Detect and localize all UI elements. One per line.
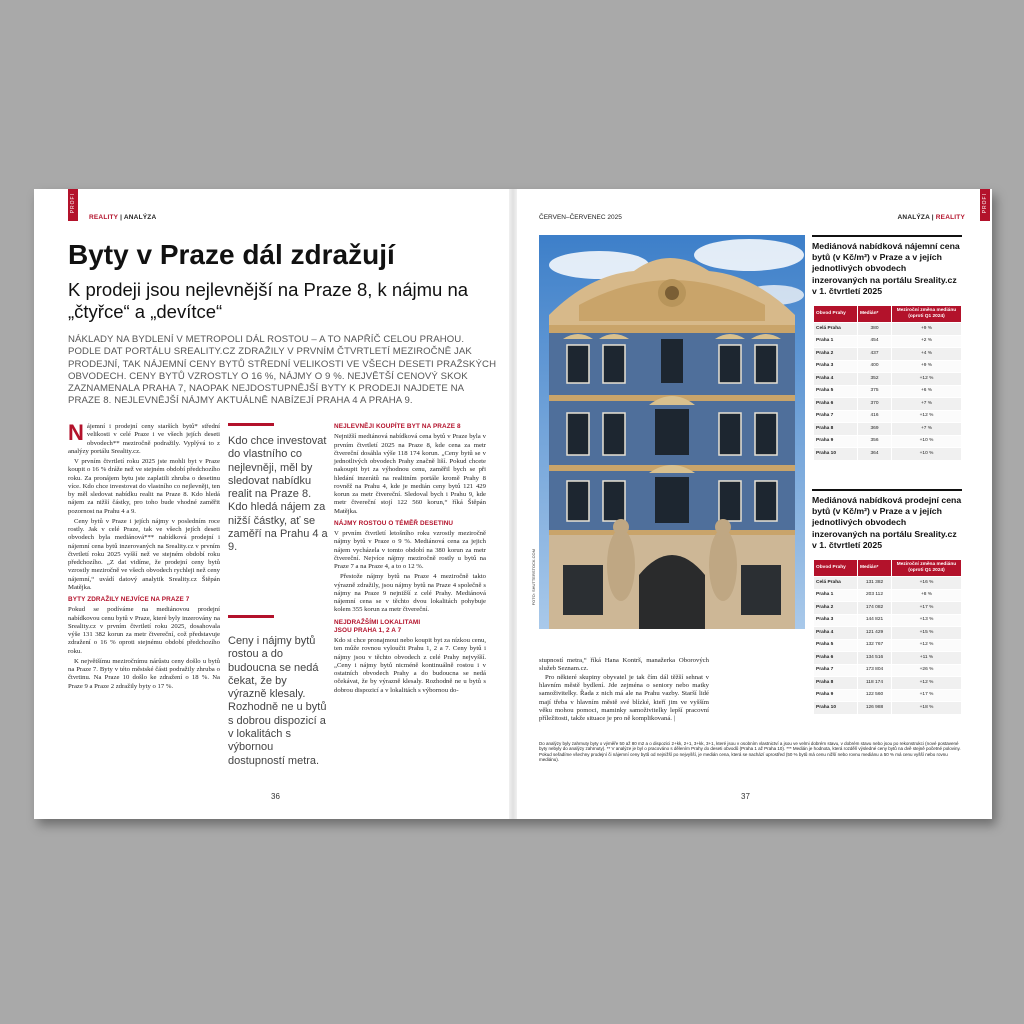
paragraph: Nejnižší mediánová nabídková cena bytů v Praze byla v prvním čtvrtletí 2025 na Praze 8, kde cena za metr čtvereční dosáhla výše 118 174 korun. „Ceny bytů se v jednotlivých obvodech Prahy značně liší. Pokud chcete nakoupit byt za výhodnou cenu, zaměřil bych se při hledání inzerátů na realitním portále kromě Prahy 8 rovněž na Prahu 4, kde je medián ceny bytů 121 429 korun za metr čtvereční. Sledoval bych i Prahu 9, kde metr čtvereční stojí 122 560 korun,“ říká Štěpán Matějka. [334,433,486,515]
median-cell: 144 821 [858,614,892,627]
district-cell: Praha 4 [814,627,858,640]
table-row [814,423,962,436]
median-cell: 174 082 [858,602,892,615]
section-heading: NEJLEVNĚJI KOUPÍTE BYT NA PRAZE 8 [334,423,461,430]
change-cell: +15 % [892,627,962,640]
change-cell: +17 % [892,602,962,615]
pull-quote-rule [228,423,274,426]
change-cell: +2 % [892,335,962,348]
median-cell: 364 [858,448,892,461]
table-row [814,448,962,461]
district-cell: Praha 3 [814,614,858,627]
change-cell: +12 % [892,677,962,690]
table-row [814,627,962,640]
table-row [814,614,962,627]
rubric-separator: | [929,214,936,221]
section-heading: JSOU PRAHA 1, 2 A 7 [334,626,402,634]
paragraph: Přestože nájmy bytů na Praze 4 meziročně takto výrazně zdražily, jsou nájmy bytů na Praze 4 společně s nájmy na Praze 9 nejnižší z celé Prahy. Mediánová nájemní cena se v těchto dvou lokalitách pohybuje kolem 355 korun za metr čtvereční. [334,573,486,614]
drop-cap: N [68,420,84,445]
table-header: Medián* [858,306,892,323]
district-cell: Praha 1 [814,589,858,602]
median-cell: 173 804 [858,664,892,677]
change-cell: +18 % [892,702,962,715]
table-header: Medián* [858,560,892,577]
table-row [814,373,962,386]
median-cell: 370 [858,398,892,411]
district-cell: Praha 5 [814,385,858,398]
median-cell: 118 174 [858,677,892,690]
district-cell: Praha 8 [814,423,858,436]
paragraph: Kdo si chce pronajmout nebo koupit byt za nízkou cenu, ten může rovnou vyloučit Prahu 1, 2 a 7. Ceny bytů i nájmy jsou v těchto obvodech z celé Prahy nejvyšší. „Ceny i nájmy bytů nicméně kontinuálně rostou i v ostatních obvodech Prahy a do budoucna se nedá očekávat, že by výrazně klesaly. Rozhodně ne u bytů s dobrou dispozicí a v lokalitách s výbornou do- [334,637,486,694]
district-cell: Celá Praha [814,323,858,336]
median-cell: 203 112 [858,589,892,602]
table-row [814,689,962,702]
issue-date: ČERVEN–ČERVENEC 2025 [539,214,622,221]
district-cell: Celá Praha [814,577,858,590]
table-row [814,652,962,665]
paragraph: K největšímu meziročnímu nárůstu ceny došlo u bytů na Praze 7. Byty v této městské části podražily zhruba o čtvrtinu. Na Praze 10 došlo ke zdražení o 18 %. Na Praze 9 a Praze 2 zdražily byty o 17 %. [68,657,220,690]
rubric-section: REALITY [89,214,119,221]
district-cell: Praha 3 [814,360,858,373]
paragraph: Ceny bytů v Praze i jejích nájmy v posledním roce rostly. Jak v celé Praze, tak ve všech jejích deseti obvodech byla mediánová*** nabídková prodejní i nájemní cena bytů inzerovaných na Sreality.cz v prvním čtvrtletí roku 2025 vyšší než ve stejném období roku předchozího. „Z dat vidíme, že prodejní ceny bytů vzrostly meziročně ve všech obvodech rychleji než ceny nájemní,“ uvádí datový analytik Sreality.cz Štěpán Matějka. [68,517,220,591]
sale-table-title: Mediánová nabídková prodejní cena bytů (v Kč/m²) v Praze a v jejích jednotlivých obvodech inzerovaných na portálu Sreality.cz v 1. čtvrtletí 2025 [812,495,962,550]
median-cell: 380 [858,323,892,336]
change-cell: +9 % [892,323,962,336]
median-cell: 134 516 [858,652,892,665]
table-header: Obvod Prahy [814,560,858,577]
change-cell: +10 % [892,435,962,448]
table-rule [812,489,962,491]
table-header-row [814,306,962,323]
subheadline: K prodeji jsou nejlevnější na Praze 8, k nájmu na „čtyřce“ a „devítce“ [68,279,469,322]
median-cell: 416 [858,410,892,423]
section-heading: BYTY ZDRAŽILY NEJVÍCE NA PRAZE 7 [68,596,190,603]
median-cell: 369 [858,423,892,436]
district-cell: Praha 4 [814,373,858,386]
section-tab [68,189,78,221]
change-cell: +12 % [892,410,962,423]
district-cell: Praha 1 [814,335,858,348]
change-cell: +4 % [892,348,962,361]
paragraph: V prvním čtvrtletí roku 2025 jste mohli byt v Praze koupit o 16 % dráže než ve stejném období předchozího roku. Za pronájem bytu jste zaplatili zhruba o desetinu více. Kdo chce investovat do vlastního co nejlevněji, ten by měl sledovat nabídku realit na Praze 8. Kdo hledá nájem za nižší částky, pro toho bude vhodné zaměřit pozornost na Prahu 4 a 9. [68,458,220,515]
district-cell: Praha 2 [814,602,858,615]
district-cell: Praha 2 [814,348,858,361]
table-header: Meziroční změna mediánu (oproti Q1 2024) [892,306,962,323]
change-cell: +11 % [892,652,962,665]
rubric-section: REALITY [935,214,965,221]
sale-table [813,559,962,715]
district-cell: Praha 7 [814,410,858,423]
median-cell: 131 382 [858,577,892,590]
pull-quote: Ceny i nájmy bytů rostou a do budoucna se nedá čekat, že by výrazně klesaly. Rozhodně ne u bytů s dobrou dispozicí a v lokalitách s výbornou dostupností metra. [228,635,327,767]
table-row [814,639,962,652]
page-number: 37 [741,792,750,801]
change-cell: +6 % [892,385,962,398]
table-row [814,677,962,690]
headline: Byty v Praze dál zdražují [68,239,395,270]
district-cell: Praha 7 [814,664,858,677]
section-tab-label: PROFI [982,193,988,214]
table-row [814,348,962,361]
table-row [814,323,962,336]
table-row [814,602,962,615]
district-cell: Praha 5 [814,639,858,652]
table-row [814,360,962,373]
rubric-separator: | [118,214,124,221]
left-page [34,189,513,819]
table-row [814,589,962,602]
change-cell: +10 % [892,448,962,461]
pull-quote-rule [228,615,274,618]
median-cell: 437 [858,348,892,361]
median-cell: 122 560 [858,689,892,702]
section-heading: NEJDRAŽŠÍMI LOKALITAMI [334,618,421,626]
change-cell: +9 % [892,360,962,373]
table-row [814,577,962,590]
district-cell: Praha 6 [814,398,858,411]
table-row [814,410,962,423]
median-cell: 121 429 [858,627,892,640]
change-cell: +26 % [892,664,962,677]
table-row [814,385,962,398]
paragraph: stupností metra,“ říká Hana Kontrš, manažerka Oborových služeb Seznam.cz. [539,657,709,673]
change-cell: +8 % [892,589,962,602]
rent-table [813,305,962,461]
paragraph: Pro některé skupiny obyvatel je tak čím dál těžší sehnat v hlavním městě bydlení. Jde zejména o seniory nebo matky samoživitelky. Řada z nich má ale na Prahu vazby. Starší lidé mají třeba v hlavním městě své blízké, kteří jim ve vyšším věku mohou pomoci, maminky samoživitelky lepší pracovní příležitosti, takže situace je pro ně komplikovaná. | [539,673,709,723]
table-row [814,702,962,715]
district-cell: Praha 9 [814,435,858,448]
table-header-row [814,560,962,577]
median-cell: 132 767 [858,639,892,652]
section-tab-label: PROFI [70,193,76,214]
section-heading: NÁJMY ROSTOU O TÉMĚŘ DESETINU [334,519,454,527]
paragraph [68,420,220,456]
paragraph-text: ájemní i prodejní ceny starších bytů* střední velikosti v celé Praze i ve všech jejích deseti obvodech** meziročně podražily. Vyplývá to z analýzy portálu Sreality.cz. [68,423,220,455]
article-column-1 [68,420,220,691]
change-cell: +17 % [892,689,962,702]
art-nouveau-building-illustration [539,235,805,629]
lead-paragraph: NÁKLADY NA BYDLENÍ V METROPOLI DÁL ROSTOU – A TO NAPŘÍČ CELOU PRAHOU. PODLE DAT PORTÁLU SREALITY.CZ ZDRAŽILY V PRVNÍM ČTVRTLETÍ MEZIROČNĚ JAK PRODEJNÍ, TAK NÁJEMNÍ CENY BYTŮ STŘEDNÍ VELIKOSTI VE VŠECH DESETI PRAŽSKÝCH OBVODECH. CENY BYTŮ VZROSTLY O 16 %, NÁJMY O 9 %. NEJVĚTŠÍ CENOVÝ SKOK ZAZNAMENALA PRAHA 7, NAOPAK NEJDOSTUPNĚJŠÍ BYTY K PRODEJI NAJDETE NA PRAZE 8. NEJLEVNĚJŠÍ NÁJMY AKTUÁLNĚ NABÍZEJÍ PRAHA 4 A PRAHA 9. [68,334,497,407]
median-cell: 356 [858,435,892,448]
median-cell: 352 [858,373,892,386]
district-cell: Praha 10 [814,702,858,715]
district-cell: Praha 8 [814,677,858,690]
table-rule [812,235,962,237]
page-number: 36 [271,792,280,801]
table-row [814,435,962,448]
table-header: Obvod Prahy [814,306,858,323]
table-header: Meziroční změna mediánu (oproti Q1 2024) [892,560,962,577]
median-cell: 454 [858,335,892,348]
rubric [89,214,156,221]
change-cell: +12 % [892,639,962,652]
change-cell: +12 % [892,373,962,386]
rubric-subsection: ANALÝZA [123,214,157,221]
change-cell: +7 % [892,423,962,436]
median-cell: 126 988 [858,702,892,715]
district-cell: Praha 9 [814,689,858,702]
change-cell: +13 % [892,614,962,627]
continuation-text [539,657,709,724]
article-column-3 [334,423,486,695]
footnote: Do analýzy byly zahrnuty byty o výměře 50 až 80 m2 a o dispozici 2+kk, 2+1, 3+kk, 3+1, které jsou v osobním vlastnictví a jsou ve velmi dobrém stavu, v dobrém stavu nebo jsou po rekonstrukci (nové postavené byty nebyly do analýzy zahrnuty). ** V analýze je byl o pracováno s dělením Prahy do deseti obvodů (Praha 1 až Praha 10). *** Medián je hodnota, která rozdělí výsledné ceny bytů na dvě stejně početné poloviny. Pokud seřadíme všechny prodejní či nájemní ceny bytů od nejnižší po nejvyšší, je medián cena, která se nachází uprostřed (50 % bytů má cenu nižší nebo rovnu mediánu a 50 % má cenu vyšší nebo rovnu mediánu). [539,741,961,763]
rubric-subsection: ANALÝZA [897,214,930,221]
median-cell: 400 [858,360,892,373]
paragraph: Pokud se podíváme na mediánovou prodejní nabídkovou cenu bytů v Praze, které byly inzerovány na Sreality.cz v prvním čtvrtletí roku 2025, dosahovala výše 131 382 korun za metr čtvereční, což představuje zdražení o 16 % oproti stejnému období předchozího roku. [68,606,220,655]
table-row [814,335,962,348]
section-tab [980,189,990,221]
paragraph: V prvním čtvrtletí letošního roku vzrostly meziročně nájmy bytů v Praze o 9 %. Mediánová cena za jejich nájem vycházela v tomto období na 380 korun za metr čtvereční. Nejvíce nájmy meziročně rostly u bytů na Praze 7 a na Praze 4, a to o 12 %. [334,530,486,570]
right-page [513,189,992,819]
change-cell: +7 % [892,398,962,411]
district-cell: Praha 10 [814,448,858,461]
median-cell: 375 [858,385,892,398]
change-cell: +16 % [892,577,962,590]
table-row [814,664,962,677]
table-row [814,398,962,411]
rent-table-title: Mediánová nabídková nájemní cena bytů (v Kč/m²) v Praze a v jejích jednotlivých obvodech inzerovaných na portálu Sreality.cz v 1. čtvrtletí 2025 [812,241,960,296]
photo-credit: FOTO: SHUTTERSTOCK.COM [531,549,536,606]
rubric [898,214,965,221]
district-cell: Praha 6 [814,652,858,665]
building-photo [539,235,805,629]
pull-quote: Kdo chce investovat do vlastního co nejlevněji, měl by sledovat nabídku realit na Praze 8. Kdo hledá nájem za nižší částky, ať se zaměří na Prahu 4 a 9. [228,435,328,554]
magazine-spread [34,189,992,819]
